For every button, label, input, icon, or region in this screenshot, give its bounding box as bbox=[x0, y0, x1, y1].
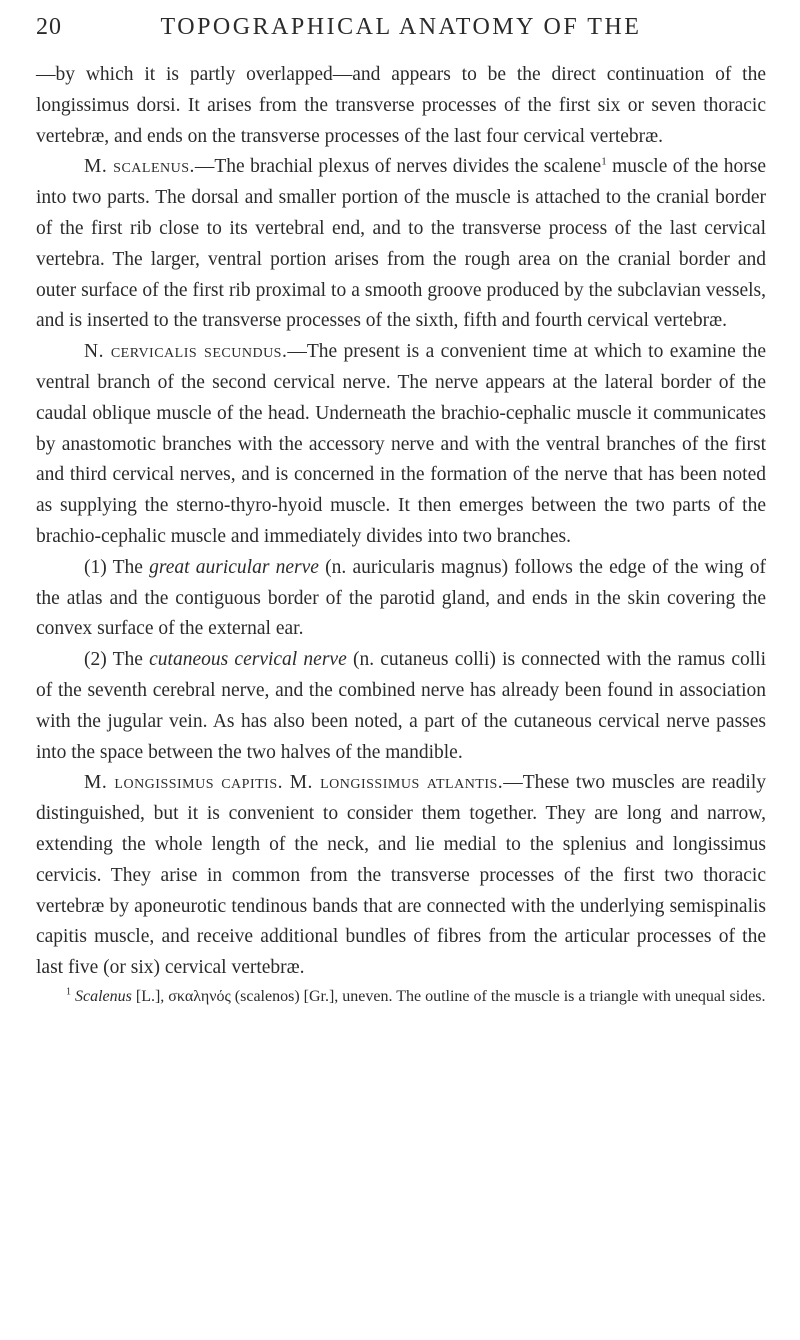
paragraph-text: —The present is a convenient time at which to examine the ventral branch of the second cervical nerve. The nerve appears at the lateral border of the caudal oblique muscle of the head. Underneath the brachio-cephalic muscle it communicates by anastomotic branches with the accessory nerve and with the ventral branches of the first and third cervical nerves, and is concerned in the formation of the nerve that has been noted as supplying the sterno-thyro-hyoid muscle. It then emerges between the two parts of the brachio-cephalic muscle and immediately divides into two branches. bbox=[36, 341, 766, 547]
book-page bbox=[36, 0, 766, 1340]
page-number: 20 bbox=[36, 14, 62, 40]
footnote-term: Scalenus bbox=[75, 987, 132, 1005]
section-heading: M. longissimus capitis. bbox=[84, 772, 283, 794]
section-heading: M. scalenus. bbox=[84, 156, 195, 178]
body-text bbox=[36, 60, 766, 1008]
section-heading: M. longissimus atlantis. bbox=[289, 772, 504, 794]
footnote bbox=[36, 986, 766, 1008]
paragraph-text: muscle of the horse into two parts. The dorsal and smaller portion of the muscle is attached to the cranial border of the first rib close to its vertebral end, and to the transverse process of the last cervical vertebra. The larger, ventral portion arises from the rough area on the cranial border and outer surface of the first rib proximal to a smooth groove produced by the subclavian vessels, and is inserted to the transverse processes of the sixth, fifth and fourth cervical vertebræ. bbox=[36, 156, 767, 332]
paragraph-text: —These two muscles are readily distinguished, but it is convenient to consider them together. They are long and narrow, extending the whole length of the neck, and lie medial to the splenius and longissimus cervicis. They arise in common from the transverse processes of the first two thoracic vertebræ by aponeurotic tendinous bands that are connected with the underlying semispinalis capitis muscle, and receive additional bundles of fibres from the articular processes of the last five (or six) cervical vertebræ. bbox=[36, 772, 767, 979]
paragraph-longissimus bbox=[36, 768, 766, 984]
footnote-reference: 1 bbox=[601, 155, 607, 168]
paragraph-cervicalis-secundus bbox=[36, 337, 766, 553]
italic-term: cutaneous cervical nerve bbox=[149, 649, 347, 671]
paragraph-text: (n. auricularis magnus) follows the edge of the wing of the atlas and the contiguous border of the parotid gland, and ends in the skin covering the convex surface of the external ear. bbox=[36, 556, 767, 640]
section-heading: N. cervicalis secundus. bbox=[84, 341, 288, 363]
italic-term: great auricular nerve bbox=[149, 556, 319, 578]
running-head: TOPOGRAPHICAL ANATOMY OF THE bbox=[160, 14, 642, 40]
item-number: (1) The bbox=[84, 556, 150, 578]
item-number: (2) The bbox=[84, 649, 150, 671]
footnote-marker: 1 bbox=[66, 986, 71, 998]
paragraph-cutaneous-cervical bbox=[36, 645, 766, 768]
footnote-text: [L.], σκαληνός (scalenos) [Gr.], uneven. The outline of the muscle is a triangle with unequal sides. bbox=[131, 987, 766, 1005]
paragraph-text: (n. cutaneus colli) is connected with the ramus colli of the seventh cerebral nerve, and the combined nerve has already been found in association with the jugular vein. As has also been noted, a part of the cutaneous cervical nerve passes into the space between the two halves of the mandible. bbox=[36, 649, 766, 763]
paragraph-continuation bbox=[36, 60, 766, 152]
page-header bbox=[36, 14, 766, 54]
paragraph-text: —The brachial plexus of nerves divides the scalene bbox=[194, 156, 602, 178]
paragraph-text: —by which it is partly overlapped—and appears to be the direct continuation of the longissimus dorsi. It arises from the transverse processes of the first six or seven thoracic vertebræ, and ends on the transverse processes of the last four cervical vertebræ. bbox=[36, 64, 766, 147]
paragraph-scalenus bbox=[36, 152, 766, 337]
paragraph-great-auricular bbox=[36, 553, 766, 645]
